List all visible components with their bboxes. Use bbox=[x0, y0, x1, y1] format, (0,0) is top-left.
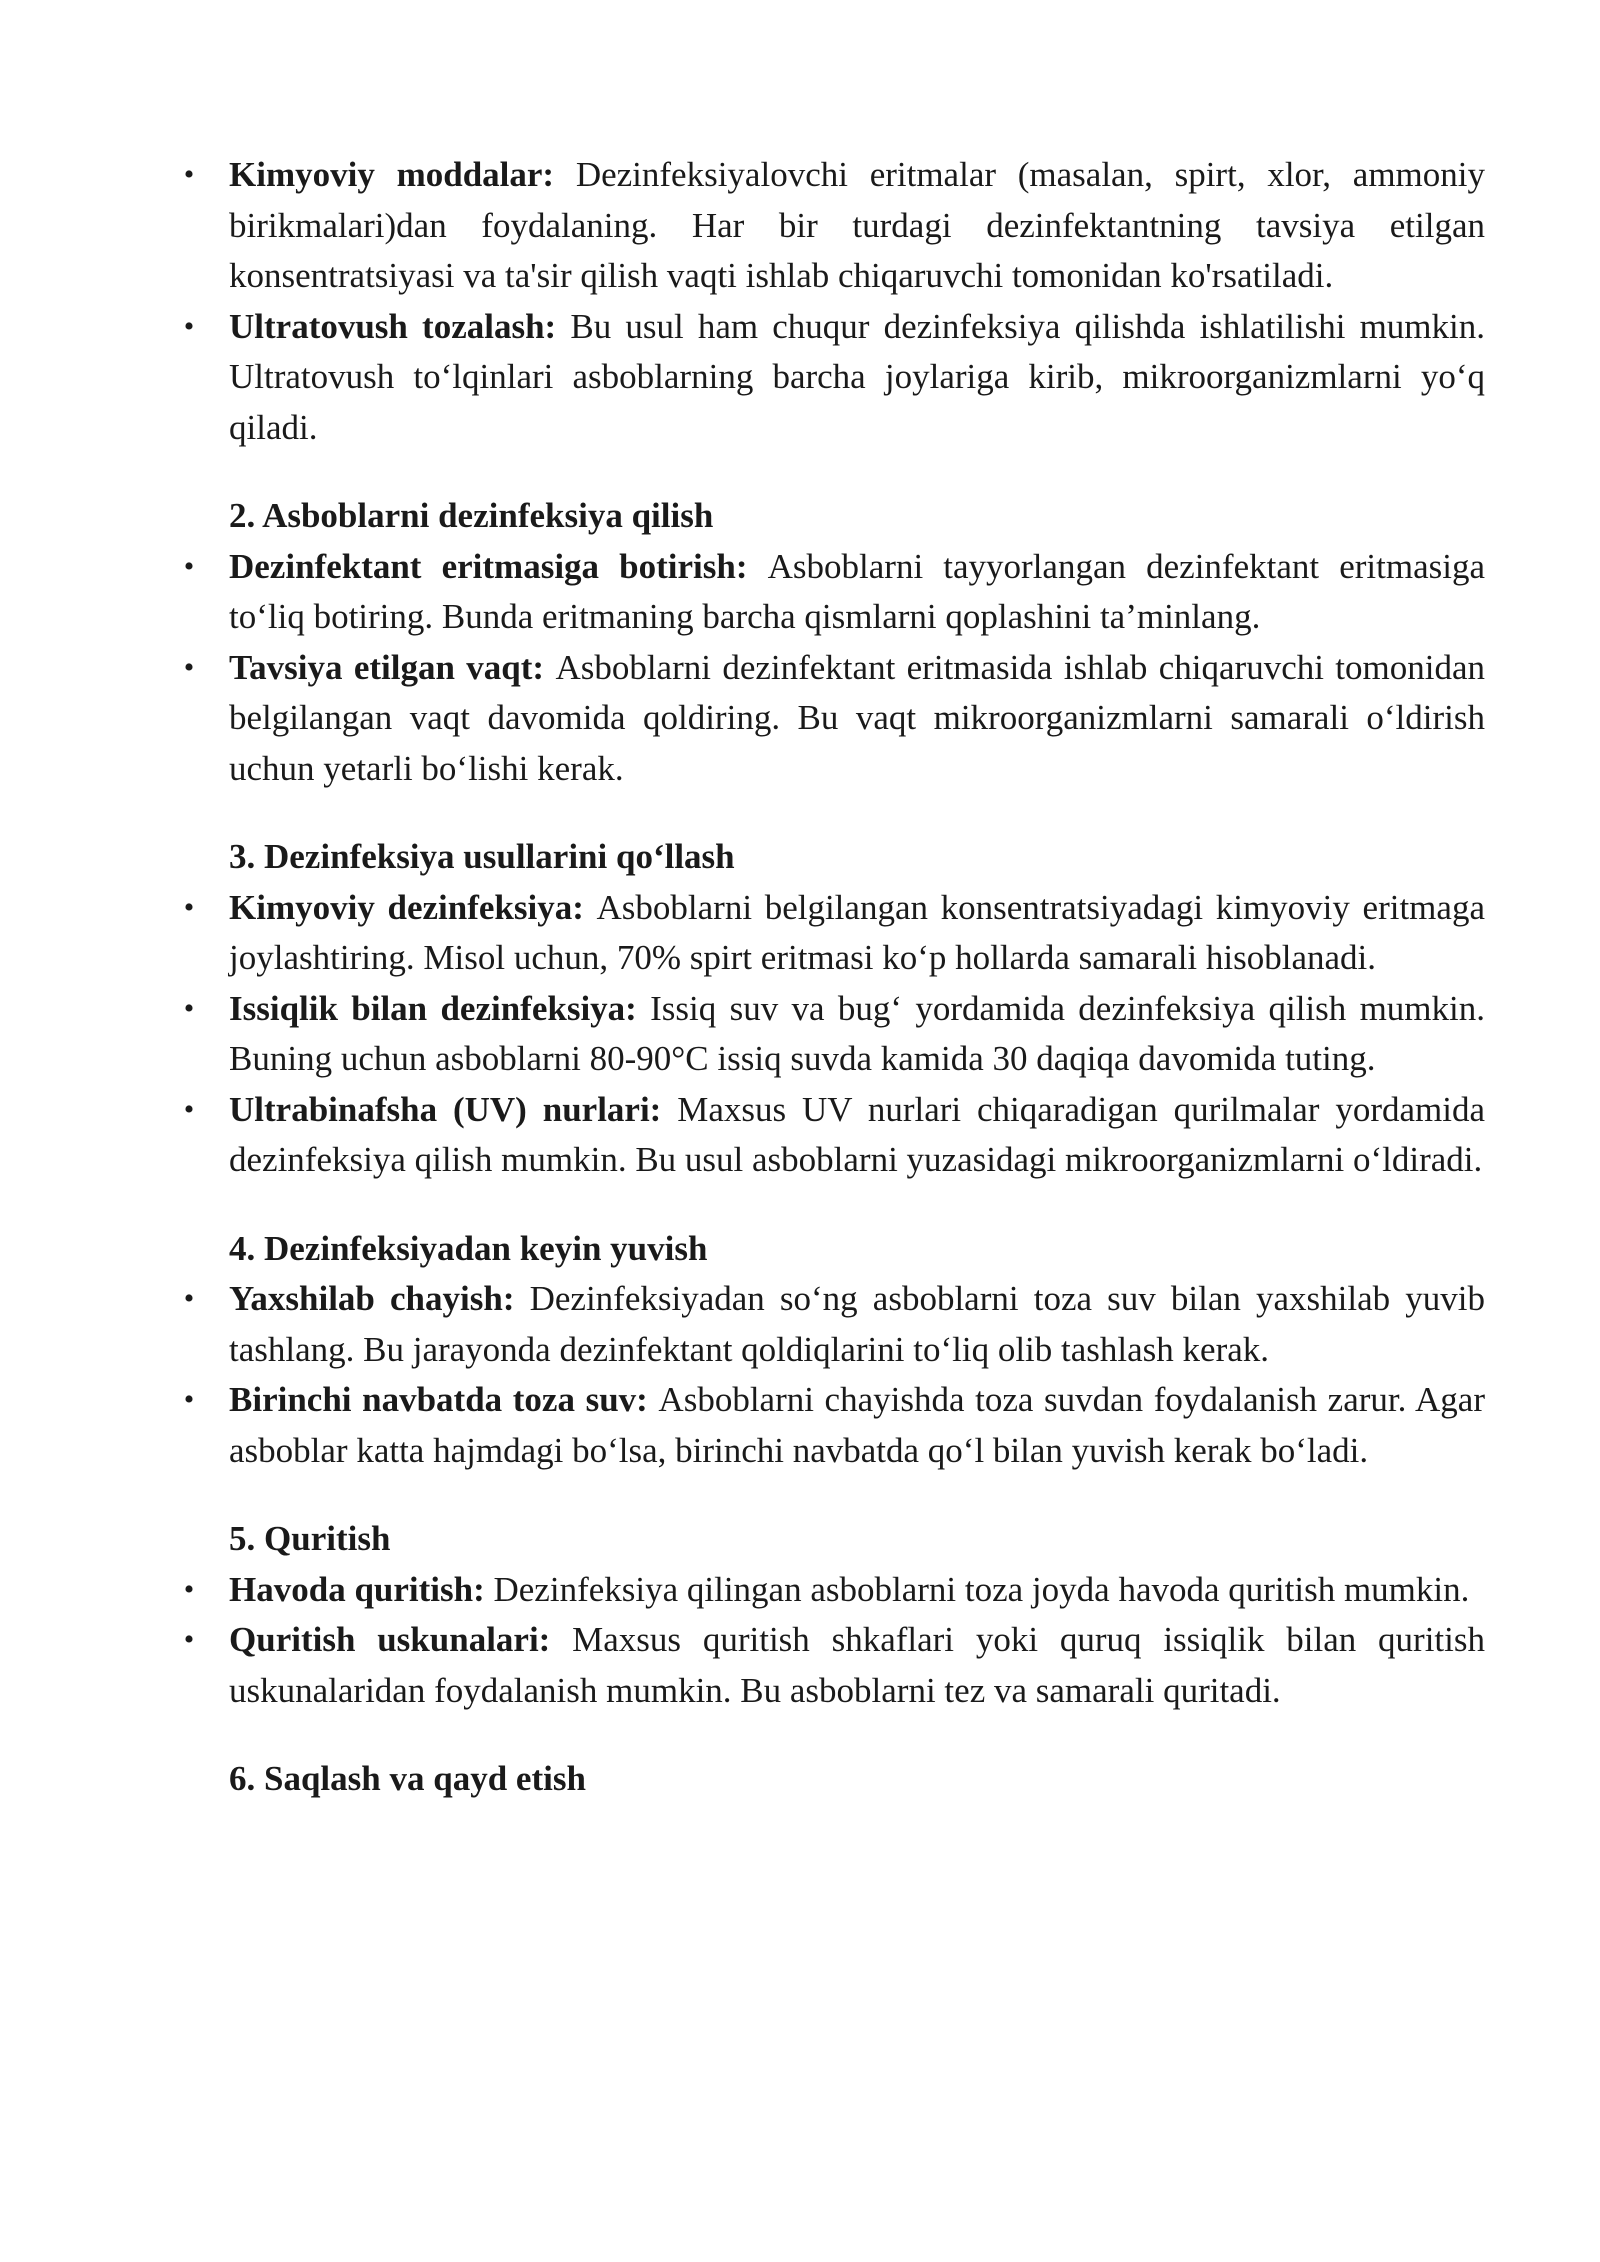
item-label: Kimyoviy moddalar: bbox=[229, 155, 576, 194]
bullet-icon: • bbox=[183, 650, 195, 684]
bullet-icon: • bbox=[183, 1572, 195, 1606]
item-text: Asboblarni chayishda toza suvdan foydalanish zarur. Agar asboblar katta hajmdagi bo‘lsa, birinchi navbatda qo‘l bilan yuvish kerak bo‘ladi. bbox=[229, 1380, 1485, 1470]
list-item bbox=[183, 1565, 1485, 1616]
item-text: Maxsus quritish shkaflari yoki quruq issiqlik bilan quritish uskunalaridan foydalanish mumkin. Bu asboblarni tez va samarali quritadi. bbox=[229, 1620, 1485, 1710]
bullet-icon: • bbox=[183, 549, 195, 583]
list-item bbox=[183, 883, 1485, 984]
bullet-icon: • bbox=[183, 1282, 195, 1315]
item-text: Issiq suv va bug‘ yordamida dezinfeksiya qilish mumkin. Buning uchun asboblarni 80-90°C issiq suvda kamida 30 daqiqa davomida tuting. bbox=[229, 988, 1485, 1078]
list-item bbox=[183, 150, 1485, 302]
item-label: Kimyoviy dezinfeksiya: bbox=[229, 887, 597, 927]
bullet-icon: • bbox=[183, 1092, 195, 1126]
item-label: Birinchi navbatda toza suv: bbox=[229, 1380, 659, 1419]
list-item bbox=[183, 984, 1485, 1085]
section-heading: 4. Dezinfeksiyadan keyin yuvish bbox=[229, 1228, 708, 1268]
item-text: Bu usul ham chuqur dezinfeksiya qilishda ishlatilishi mumkin. Ultratovush to‘lqinlari asboblarning barcha joylariga kirib, mikroorganizmlarni yo‘q qiladi. bbox=[229, 306, 1485, 447]
item-text: Dezinfeksiya qilingan asboblarni toza joyda havoda quritish mumkin. bbox=[493, 1569, 1470, 1609]
list-item bbox=[183, 1085, 1485, 1186]
document-page bbox=[183, 150, 1486, 1805]
item-text: Asboblarni belgilangan konsentratsiyadagi kimyoviy eritmaga joylashtiring. Misol uchun, 70% spirt eritmasi ko‘p hollarda samarali hisoblanadi. bbox=[229, 887, 1485, 977]
section-heading: 2. Asboblarni dezinfeksiya qilish bbox=[229, 496, 714, 535]
bullet-icon: • bbox=[183, 158, 195, 191]
section-heading: 3. Dezinfeksiya usullarini qo‘llash bbox=[229, 837, 735, 876]
section-heading: 5. Quritish bbox=[229, 1519, 391, 1558]
item-text: Asboblarni dezinfektant eritmasida ishlab chiqaruvchi tomonidan belgilangan vaqt davomida qoldiring. Bu vaqt mikroorganizmlarni samarali o‘ldirish uchun yetarli bo‘lishi kerak. bbox=[229, 647, 1486, 788]
item-label: Issiqlik bilan dezinfeksiya: bbox=[229, 988, 651, 1028]
item-label: Ultratovush tozalash: bbox=[229, 306, 571, 346]
item-label: Yaxshilab chayish: bbox=[229, 1279, 530, 1318]
list-item bbox=[183, 302, 1485, 454]
item-text: Maxsus UV nurlari chiqaradigan qurilmalar yordamida dezinfeksiya qilish mumkin. Bu usul asboblarni yuzasidagi mikroorganizmlarni o‘ldiradi. bbox=[229, 1089, 1485, 1179]
list-item bbox=[183, 1274, 1485, 1375]
item-label: Havoda quritish: bbox=[229, 1569, 494, 1609]
list-item bbox=[183, 1615, 1485, 1716]
item-text: Dezinfeksiyalovchi eritmalar (masalan, spirt, xlor, ammoniy birikmalari)dan foydalaning. Har bir turdagi dezinfektantning tavsiya etilgan konsentratsiyasi va ta'sir qilish vaqti ishlab chiqaruvchi tomonidan ko'rsatiladi. bbox=[229, 155, 1485, 295]
bullet-icon: • bbox=[183, 890, 195, 924]
bullet-icon: • bbox=[183, 991, 195, 1025]
item-text: Asboblarni tayyorlangan dezinfektant eritmasiga to‘liq botiring. Bunda eritmaning barcha qismlarni qoplashini ta’minlang. bbox=[229, 546, 1485, 636]
item-label: Tavsiya etilgan vaqt: bbox=[229, 647, 556, 687]
bullet-icon: • bbox=[183, 1383, 195, 1416]
item-label: Ultrabinafsha (UV) nurlari: bbox=[229, 1089, 678, 1129]
bullet-icon: • bbox=[183, 1623, 195, 1656]
item-text: Dezinfeksiyadan so‘ng asboblarni toza suv bilan yaxshilab yuvib tashlang. Bu jarayonda dezinfektant qoldiqlarini to‘liq olib tashlash kerak. bbox=[229, 1279, 1485, 1369]
item-label: Quritish uskunalari: bbox=[229, 1620, 573, 1659]
list-item bbox=[183, 542, 1485, 643]
bullet-icon: • bbox=[183, 309, 195, 343]
list-item bbox=[183, 1375, 1485, 1476]
item-label: Dezinfektant eritmasiga botirish: bbox=[229, 546, 768, 586]
section-heading: 6. Saqlash va qayd etish bbox=[229, 1759, 586, 1798]
list-item bbox=[183, 643, 1486, 795]
